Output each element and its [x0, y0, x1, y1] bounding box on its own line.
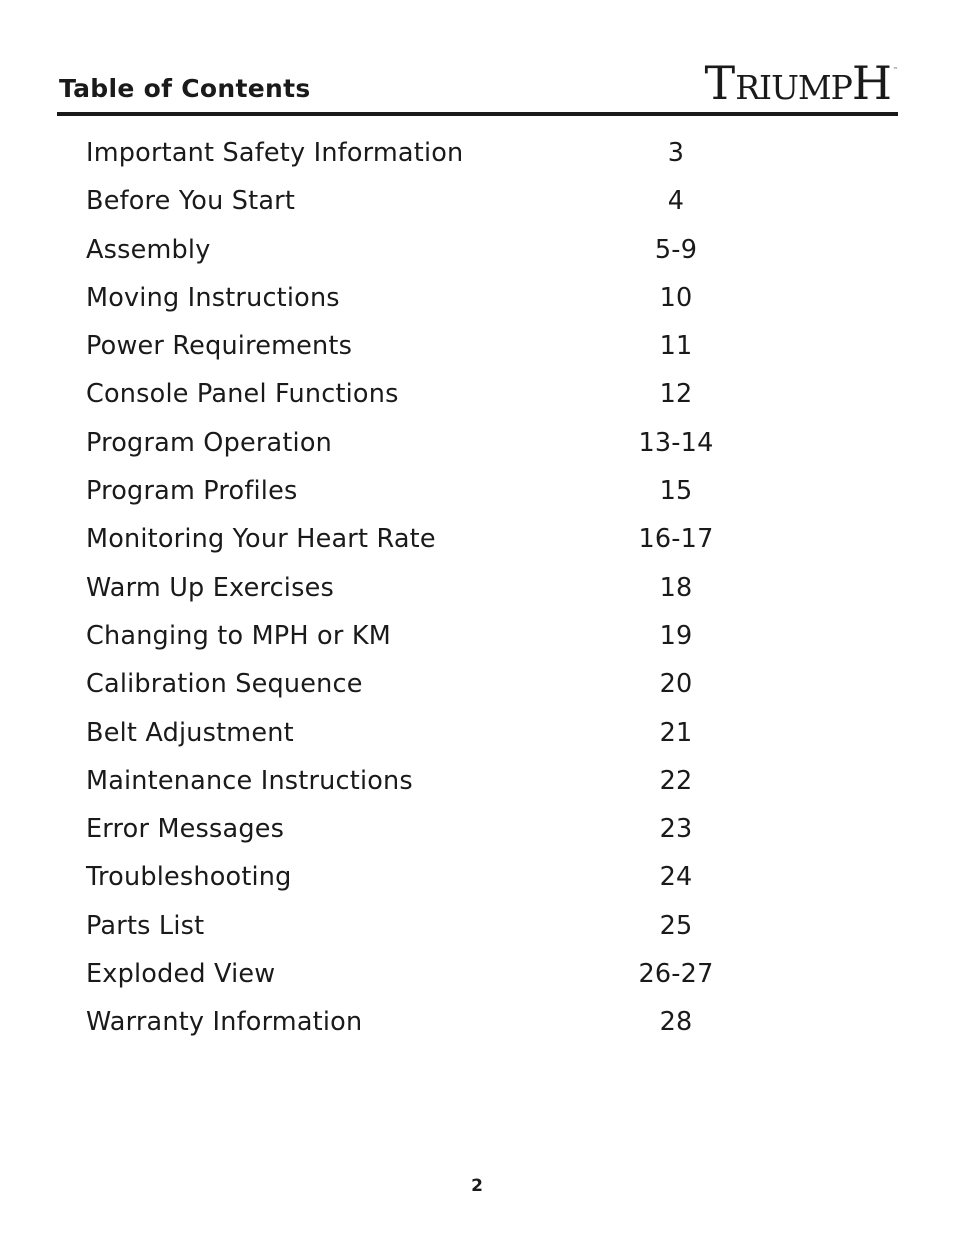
- toc-entry: [86, 612, 786, 660]
- toc-entry: [86, 467, 786, 515]
- toc-entry: [86, 757, 786, 805]
- header-rule: [57, 112, 898, 116]
- trademark-mark: ™: [893, 67, 898, 73]
- toc-entry-page: 21: [659, 717, 693, 748]
- toc-entry-page: 13-14: [638, 427, 714, 458]
- toc-entry-page: 5-9: [654, 234, 698, 265]
- toc-entry-page: 25: [659, 910, 693, 941]
- toc-entry-title: Calibration Sequence: [86, 669, 363, 700]
- toc-entry-page: 16-17: [638, 524, 714, 555]
- toc-entry: [86, 274, 786, 322]
- page-header: [57, 56, 898, 116]
- toc-entry-page: 18: [659, 572, 693, 603]
- toc-entry-title: Parts List: [86, 910, 205, 941]
- toc-entry-page: 23: [659, 814, 693, 845]
- toc-entry-title: Program Operation: [86, 427, 332, 458]
- toc-entry: [86, 515, 786, 563]
- page-number: 2: [471, 1176, 483, 1196]
- toc-entry-title: Power Requirements: [86, 331, 353, 362]
- toc-entry-title: Monitoring Your Heart Rate: [86, 524, 436, 555]
- toc-entry-page: 15: [659, 476, 693, 507]
- toc-entry-title: Changing to MPH or KM: [86, 620, 391, 651]
- toc-entry: [86, 177, 786, 225]
- toc-entry: [86, 226, 786, 274]
- toc-entry-title: Troubleshooting: [86, 862, 292, 893]
- toc-entry-page: 26-27: [638, 959, 714, 990]
- toc-entry-page: 11: [659, 331, 693, 362]
- toc-entry-title: Warm Up Exercises: [86, 572, 334, 603]
- toc-entry-title: Exploded View: [86, 959, 276, 990]
- toc-entry: [86, 902, 786, 950]
- toc-entry-title: Console Panel Functions: [86, 379, 399, 410]
- toc-entry-page: 24: [659, 862, 693, 893]
- toc-entry-title: Error Messages: [86, 814, 285, 845]
- toc-entry-page: 28: [659, 1007, 693, 1038]
- page-title: Table of Contents: [59, 74, 311, 103]
- toc-entry: [86, 660, 786, 708]
- triumph-logo: TRIUMPH™: [704, 56, 898, 110]
- toc-entry-page: 22: [659, 765, 693, 796]
- toc-entry-title: Warranty Information: [86, 1007, 363, 1038]
- toc-entry-title: Program Profiles: [86, 476, 298, 507]
- toc-entry-page: 4: [667, 186, 685, 217]
- toc-entry-title: Belt Adjustment: [86, 717, 294, 748]
- toc-entry: [86, 419, 786, 467]
- toc-entry-title: Important Safety Information: [86, 138, 464, 168]
- toc-entry: [86, 709, 786, 757]
- toc-entry: [86, 129, 786, 177]
- toc-entry: [86, 853, 786, 901]
- toc-entry: [86, 950, 786, 998]
- toc-entry-page: 19: [659, 620, 693, 651]
- toc-entry-title: Maintenance Instructions: [86, 765, 413, 796]
- toc-entry-page: 10: [659, 282, 693, 313]
- toc-entry-page: 12: [659, 379, 693, 410]
- toc-entry: [86, 805, 786, 853]
- toc-entry: [86, 564, 786, 612]
- toc-entry: [86, 998, 786, 1046]
- toc-entry: [86, 322, 786, 370]
- toc-entry-page: 3: [667, 138, 685, 168]
- toc-entry-title: Moving Instructions: [86, 282, 340, 313]
- toc-entry-page: 20: [659, 669, 693, 700]
- table-of-contents: [86, 129, 786, 1047]
- toc-entry-title: Assembly: [86, 234, 211, 265]
- toc-entry: [86, 370, 786, 418]
- toc-entry-title: Before You Start: [86, 186, 296, 217]
